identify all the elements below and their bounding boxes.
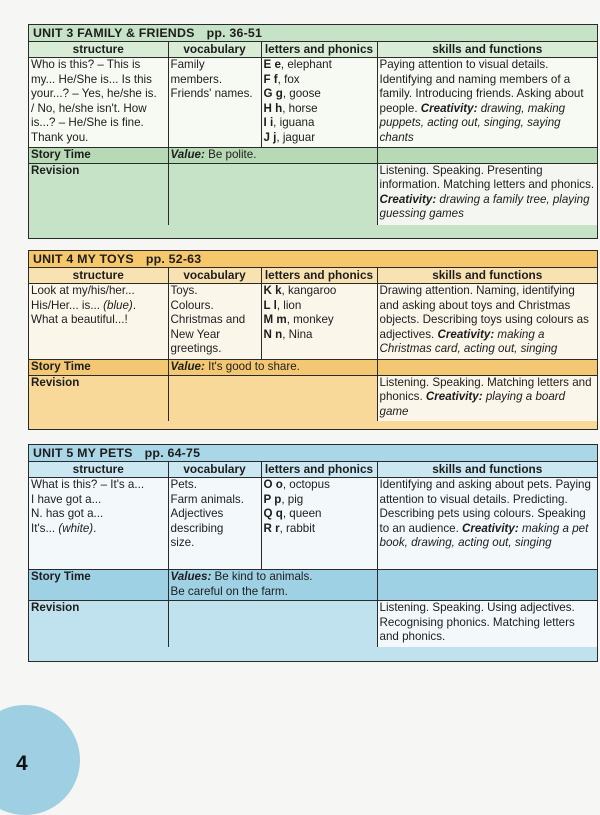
letter-word: , iguana xyxy=(273,116,315,130)
revision-empty xyxy=(168,601,377,647)
unit-title xyxy=(29,25,597,41)
letter-item xyxy=(264,58,375,73)
letter-word: , fox xyxy=(277,72,300,86)
unit-title-text: UNIT 4 MY TOYS xyxy=(33,252,134,266)
header-vocabulary: vocabulary xyxy=(168,268,261,284)
letter-item xyxy=(264,328,375,343)
letter-word: , Nina xyxy=(282,327,313,341)
header-letters: letters and phonics xyxy=(261,462,377,478)
letter-word: , octopus xyxy=(282,478,330,491)
creativity-text: drawing a family tree, playing guessing games xyxy=(379,192,590,221)
letter-word: , rabbit xyxy=(279,521,316,535)
header-structure: structure xyxy=(29,42,168,58)
structure-cell: Look at my/his/her... His/Her... is... (blue). What a beautiful...! xyxy=(29,284,168,360)
letters-cell xyxy=(261,58,377,148)
letter-glyph: H h xyxy=(263,101,283,115)
letter-item xyxy=(264,87,375,102)
header-structure: structure xyxy=(29,268,168,284)
header-vocabulary: vocabulary xyxy=(168,462,261,478)
creativity-text: drawing, making puppets, acting out, singing, saying chants xyxy=(379,101,566,144)
letter-word: , pig xyxy=(281,492,304,506)
creativity-text: making a Christmas card, acting out, singing xyxy=(379,327,558,356)
letter-word: , lion xyxy=(276,298,302,312)
skills-text: Listening. Speaking. Matching letters and phonics. xyxy=(379,375,592,404)
letter-glyph: O o xyxy=(263,478,283,491)
letter-glyph: I i xyxy=(263,116,274,130)
value-label: Value: xyxy=(170,148,205,161)
letter-glyph: J j xyxy=(263,130,277,144)
letter-glyph: M m xyxy=(263,313,287,327)
revision-skills xyxy=(377,375,597,421)
letters-cell xyxy=(261,478,377,570)
creativity-label: Creativity: xyxy=(425,390,483,404)
header-structure: structure xyxy=(29,462,168,478)
page-number: 4 xyxy=(16,752,28,775)
revision-label: Revision xyxy=(29,375,168,421)
letter-word: , jaguar xyxy=(276,130,316,144)
unit-title-text: UNIT 5 MY PETS xyxy=(33,446,133,460)
letter-item xyxy=(264,102,375,117)
value-label: Value: xyxy=(170,360,205,373)
header-skills: skills and functions xyxy=(377,268,597,284)
letter-item xyxy=(264,478,375,493)
letter-glyph: E e xyxy=(263,58,281,71)
unit-title xyxy=(29,251,597,267)
story-empty xyxy=(377,360,597,376)
creativity-label: Creativity: xyxy=(437,327,495,341)
creativity-label: Creativity: xyxy=(462,521,519,535)
structure-cell: Who is this? – This is my... He/She is... Is this your...? – Yes, he/she is. / No, he/she isn't. How is...? – He/She is fine. Thank you. xyxy=(29,58,168,148)
letter-item xyxy=(264,299,375,314)
letter-word: , kangaroo xyxy=(281,284,337,297)
value-label: Values: xyxy=(170,570,212,583)
letter-glyph: F f xyxy=(263,72,278,86)
letter-item xyxy=(264,522,375,537)
unit-pages: pp. 64-75 xyxy=(144,446,201,460)
skills-text: Paying attention to visual details. Identifying and naming members of a family. Introducing friends. Asking about people. xyxy=(379,58,584,115)
letter-item xyxy=(264,313,375,328)
letter-glyph: Q q xyxy=(263,507,283,521)
letter-item xyxy=(264,493,375,508)
unit-title-text: UNIT 3 FAMILY & FRIENDS xyxy=(33,26,195,40)
header-skills: skills and functions xyxy=(377,462,597,478)
letter-item xyxy=(264,284,375,299)
letter-word: , elephant xyxy=(280,58,332,71)
letter-item xyxy=(264,507,375,522)
unit-pages: pp. 36-51 xyxy=(206,26,263,40)
header-letters: letters and phonics xyxy=(261,268,377,284)
unit-title xyxy=(29,445,597,461)
creativity-text: playing a board game xyxy=(379,390,566,418)
revision-skills xyxy=(377,601,597,647)
letter-glyph: G g xyxy=(263,87,283,101)
letter-word: , horse xyxy=(282,101,318,115)
skills-text: Identifying and asking about pets. Paying attention to visual details. Predicting. Describing pets using colours. Speaking to an audience. xyxy=(379,478,591,535)
story-empty xyxy=(377,570,597,601)
letter-word: , queen xyxy=(282,507,322,521)
header-skills: skills and functions xyxy=(377,42,597,58)
revision-empty xyxy=(168,375,377,421)
skills-text: Listening. Speaking. Presenting information. Matching letters and phonics. xyxy=(379,163,595,192)
vocabulary-cell: Family members. Friends' names. xyxy=(168,58,261,148)
unit-pages: pp. 52-63 xyxy=(145,252,202,266)
revision-empty xyxy=(168,163,377,225)
skills-text: Drawing attention. Naming, identifying and asking about toys and Christmas objects. Describing toys using colours as adjectives. xyxy=(379,284,589,341)
unit-3-table xyxy=(28,24,598,239)
letter-glyph: L l xyxy=(263,298,277,312)
creativity-text: making a pet book, drawing, acting out, singing xyxy=(379,521,589,550)
structure-cell: What is this? – It's a... I have got a... N. has got a... It's... (white). xyxy=(29,478,168,570)
unit-grid xyxy=(29,461,597,647)
letter-glyph: K k xyxy=(263,284,282,297)
value-cell xyxy=(168,570,377,601)
value-text: Be polite. xyxy=(204,148,257,161)
letter-glyph: P p xyxy=(263,492,282,506)
letter-glyph: N n xyxy=(263,327,283,341)
story-time-label: Story Time xyxy=(29,148,168,164)
unit-4-table xyxy=(28,250,598,430)
value-cell xyxy=(168,148,377,164)
value-text: Be kind to animals. Be careful on the farm. xyxy=(170,570,313,598)
value-text: It's good to share. xyxy=(204,360,300,373)
header-vocabulary: vocabulary xyxy=(168,42,261,58)
story-empty xyxy=(377,148,597,164)
revision-label: Revision xyxy=(29,601,168,647)
letter-word: , goose xyxy=(282,87,321,101)
header-letters: letters and phonics xyxy=(261,42,377,58)
letter-item xyxy=(264,131,375,146)
vocabulary-cell: Pets. Farm animals. Adjectives describing size. xyxy=(168,478,261,570)
page-number-badge xyxy=(0,705,80,815)
revision-label: Revision xyxy=(29,163,168,225)
story-time-label: Story Time xyxy=(29,360,168,376)
creativity-label: Creativity: xyxy=(379,192,437,206)
skills-text: Listening. Speaking. Using adjectives. Recognising phonics. Matching letters and phonics. xyxy=(379,601,575,644)
creativity-label: Creativity: xyxy=(420,101,478,115)
revision-skills xyxy=(377,163,597,225)
unit-grid xyxy=(29,41,597,225)
unit-5-table xyxy=(28,444,598,662)
letter-item xyxy=(264,73,375,88)
letters-cell xyxy=(261,284,377,360)
letter-glyph: R r xyxy=(263,521,280,535)
skills-cell xyxy=(377,284,597,360)
vocabulary-cell: Toys. Colours. Christmas and New Year greetings. xyxy=(168,284,261,360)
story-time-label: Story Time xyxy=(29,570,168,601)
skills-cell xyxy=(377,478,597,570)
value-cell xyxy=(168,360,377,376)
letter-word: , monkey xyxy=(286,313,334,327)
unit-grid xyxy=(29,267,597,421)
letter-item xyxy=(264,116,375,131)
skills-cell xyxy=(377,58,597,148)
